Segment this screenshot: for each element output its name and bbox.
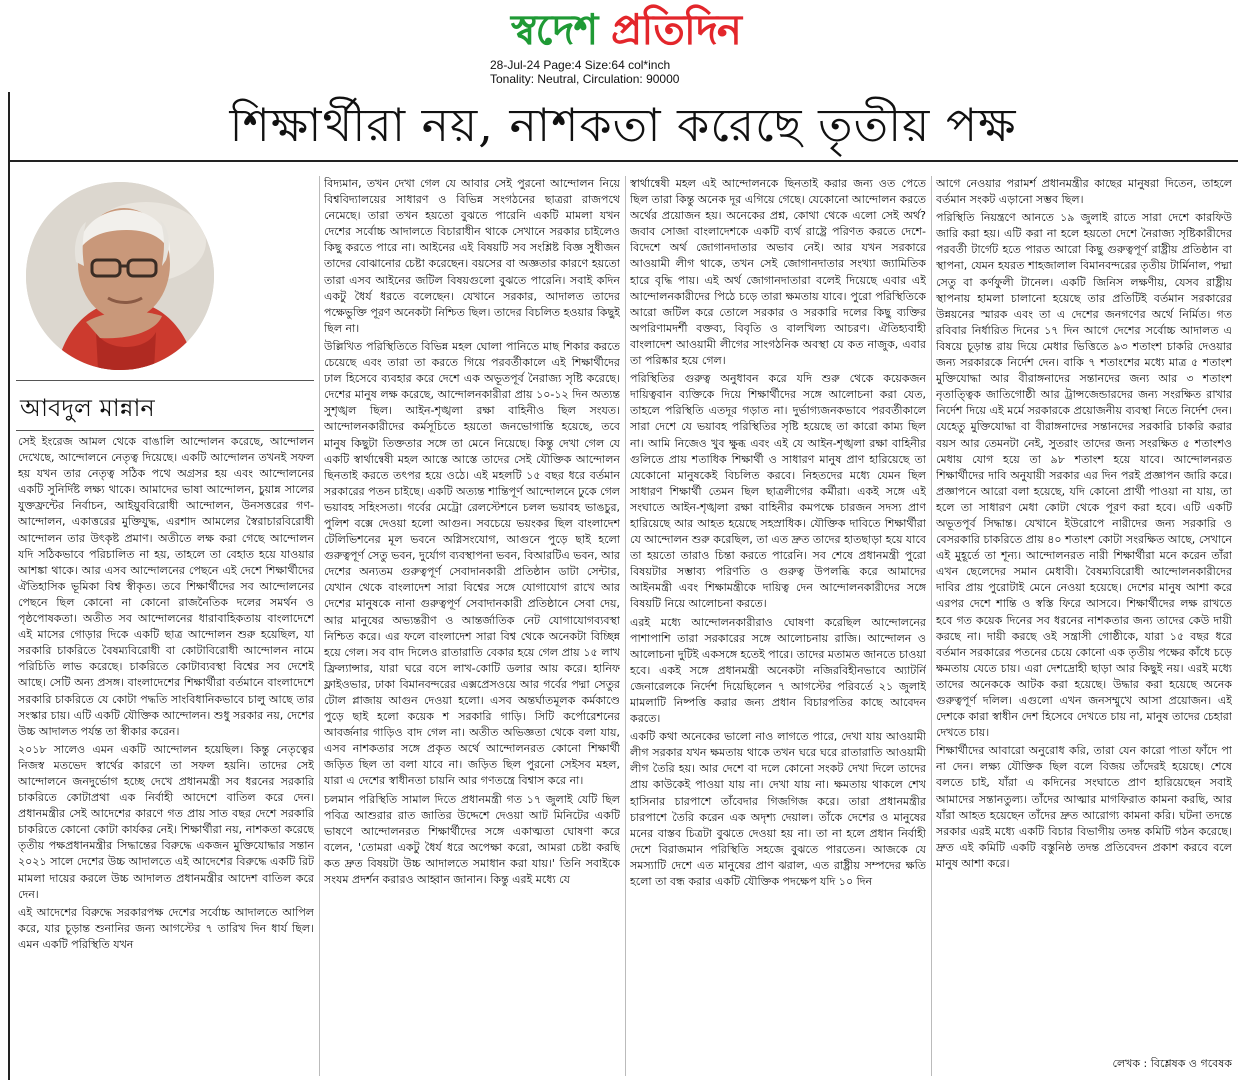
paragraph: সেই ইংরেজ আমল থেকে বাঙালি আন্দোলন করেছে, আন্দোলন দেখেছে, আন্দোলনে নেতৃত্ব দিয়েছে। একটি আন্দোলন তখনই সফল হয় যখন তার নেতৃত্ব সঠিক পথে অগ্রসর হয় এবং আন্দোলনের একটি সুনির্দিষ্ট লক্ষ্য থাকে। আমাদের ভাষা আন্দোলন, চুয়ান্ন সালের যুক্তফ্রন্টের নির্বাচন, আইয়ুববিরোধী আন্দোলন, উনসত্তরের গণ-আন্দোলন, একাত্তরের মুক্তিযুদ্ধ, এরশাদ আমলের স্বৈরাচারবিরোধী আন্দোলন তার উৎকৃষ্ট প্রমাণ। অতীতে লক্ষ করা গেছে আন্দোলন যদি সঠিকভাবে পরিচালিত না হয়, তাহলে তা বেহাত হয়ে যাওয়ার আশঙ্কা থাকে। আর এসব আন্দোলনের পেছনে এই দেশে শিক্ষার্থীদের ঐতিহাসিক ভূমিকা বিশ্ব স্বীকৃত। তবে শিক্ষার্থীদের সব আন্দোলনের পেছনে ছিল কোনো না কোনো রাজনৈতিক দলের সমর্থন ও পৃষ্ঠপোষকতা। অতীত সব আন্দোলনের ধারাবাহিকতায় বাংলাদেশে এই মাসের গোড়ার দিকে একটি ছাত্র আন্দোলন শুরু হয়েছিল, যা সরকারি চাকরিতে বৈষম্যবিরোধী বা কোটাবিরোধী আন্দোলন নামে পরিচিতি লাভ করেছে। চাকরিতে কোটাব্যবস্থা বিশ্বের সব দেশেই আছে। সেটি অন্য প্রসঙ্গ। বাংলাদেশের শিক্ষার্থীরা বর্তমানে বাংলাদেশে সরকারি চাকরিতে যে কোটা পদ্ধতি সাংবিধানিকভাবে চালু আছে তার সংস্কার চায়। এটি একটি যৌক্তিক আন্দোলন। শুধু সরকার নয়, দেশের উচ্চ আদালত পর্যন্ত তা স্বীকার করেন। bbox=[18, 435, 314, 738]
column-divider bbox=[319, 176, 320, 1076]
author-byline: লেখক : বিশ্লেষক ও গবেষক bbox=[1112, 1057, 1232, 1070]
clipping-meta bbox=[490, 58, 760, 86]
paragraph: পরিস্থিতি নিয়ন্ত্রণে আনতে ১৯ জুলাই রাতে সারা দেশে কারফিউ জারি করা হয়। এটি করা না হলে হয়তো দেশে নৈরাজ্য সৃষ্টিকারীদের পরবর্তী টার্গেট হতে পারত আরো কিছু গুরুত্বপূর্ণ রাষ্ট্রীয় প্রতিষ্ঠান বা স্থাপনা, যেমন হযরত শাহজালাল বিমানবন্দরের তৃতীয় টার্মিনাল, পদ্মা সেতু বা কর্ণফুলী টানেল। একটি জিনিস লক্ষণীয়, যেসব রাষ্ট্রীয় স্থাপনায় হামলা চালানো হয়েছে তার প্রতিটিই বর্তমান সরকারের উন্নয়নের স্মারক এবং তা এ দেশের জনগণের অর্থে নির্মিত। গত রবিবার নির্ধারিত দিনের ১৭ দিন আগে দেশের সর্বোচ্চ আদালত এ বিষয়ে চূড়ান্ত রায় দিয়ে মেধার ভিত্তিতে ৯৩ শতাংশ চাকরি দেওয়ার জন্য সরকারকে নির্দেশ দেন। বাকি ৭ শতাংশের মধ্যে মাত্র ৫ শতাংশ মুক্তিযোদ্ধা আর বীরাঙ্গনাদের সন্তানদের জন্য আর ৩ শতাংশ নৃতাত্ত্বিক জাতিগোষ্ঠী আর ট্রান্সজেন্ডারদের জন্য সংরক্ষিত রাখার নির্দেশ দিয়ে এই মর্মে সরকারকে প্রয়োজনীয় ব্যবস্থা নিতে নির্দেশ দেন। যেহেতু মুক্তিযোদ্ধা বা বীরাঙ্গনাদের সন্তানদের সরকারি চাকরি করার বয়স আর তেমনটা নেই, সুতরাং তাদের জন্য সংরক্ষিত ৫ শতাংশও মেধায় যোগ হয়ে তা ৯৮ শতাংশ হয়ে যাবে। আন্দোলনরত শিক্ষার্থীদের দাবি অনুযায়ী সরকার এর দিন পরই প্রজ্ঞাপন জারি করে। প্রজ্ঞাপনে আরো বলা হয়েছে, যদি কোনো প্রার্থী পাওয়া না যায়, তা হলে তা সাধারণ মেধা কোটা থেকে পূরণ করা হবে। এটি একটি অভূতপূর্ব সিদ্ধান্ত। যেখানে ইউরোপে নারীদের জন্য সরকারি ও বেসরকারি চাকরিতে প্রায় ৪০ শতাংশ কোটা সংরক্ষিত আছে, সেখানে এই মুহূর্তে তা শূন্য। আন্দোলনরত নারী শিক্ষার্থীরা মনে করেন তাঁরা এখন ছেলেদের সমান মেধাবী। বৈষম্যবিরোধী আন্দোলনকারীদের দাবির প্রায় পুরোটাই মেনে নেওয়া হয়েছে। দেশের মানুষ আশা করে এরপর দেশে শান্তি ও স্বস্তি ফিরে আসবে। শিক্ষার্থীদের লক্ষ রাখতে হবে গত কয়েক দিনের সব ধরনের নাশকতার জন্য তাদের কেউ দায়ী করছে না। দায়ী করছে ওই সন্ত্রাসী গোষ্ঠীকে, যারা ১৫ বছর ধরে বর্তমান সরকারের পতনের চেয়ে কোনো এক তৃতীয় পক্ষের কাঁধে চড়ে ক্ষমতায় যেতে চায়। এরা দেশদ্রোহী ছাড়া আর কিছুই নয়। এরই মধ্যে তাদের অনেককে আটক করা হয়েছে। উদ্ধার করা হয়েছে অনেক গুরুত্বপূর্ণ দলিল। এগুলো এখন জনসম্মুখে আসা প্রয়োজন। এই দেশকে কারা স্বাধীন দেশ হিসেবে দেখতে চায় না, মানুষ তাদের চেহারা দেখতে চায়। bbox=[936, 211, 1232, 740]
author-portrait-illustration bbox=[26, 182, 214, 370]
column-divider bbox=[625, 176, 626, 1076]
paragraph: এই আদেশের বিরুদ্ধে সরকারপক্ষ দেশের সর্বোচ্চ আদালতে আপিল করে, যার চূড়ান্ত শুনানির জন্য আগস্টের ৭ তারিখ দিন ধার্য ছিল। এমন একটি পরিস্থিতি যখন bbox=[18, 905, 314, 951]
paragraph: একটি কথা অনেকের ভালো নাও লাগতে পারে, দেখা যায় আওয়ামী লীগ সরকার যখন ক্ষমতায় থাকে তখন ঘরে ঘরে রাতারাতি আওয়ামী লীগ তৈরি হয়। আর দেশে বা দলে কোনো সংকট দেখা দিলে তাদের প্রায় কাউকেই পাওয়া যায় না। দেখা যায় না। ক্ষমতায় থাকলে শেখ হাসিনার চারপাশে তাঁবেদার গিজগিজ করে। তারা প্রধানমন্ত্রীর চারপাশে তৈরি করেন এক অদৃশ্য দেয়াল। তাঁকে দেশের ও মানুষের মনের বাস্তব চিত্রটা বুঝতে দেওয়া হয় না। তা না হলে প্রধান নির্বাহী দেশে বিরাজমান পরিস্থিতি সহজে বুঝতে পারতেন। আজকে যে সমস্যাটি দেশে এত মানুষের প্রাণ ঝরাল, এত রাষ্ট্রীয় সম্পদের ক্ষতি হলো তা বন্ধ করার একটি যৌক্তিক পদক্ষেপ যদি ১০ দিন bbox=[630, 730, 926, 889]
paragraph: শিক্ষার্থীদের আবারো অনুরোধ করি, তারা যেন কারো পাতা ফাঁদে পা না দেন। লক্ষ্য যৌক্তিক ছিল বলে বিজয় তাঁদেরই হয়েছে। শেষে বলতে চাই, যাঁরা এ কদিনের সংঘাতে প্রাণ হারিয়েছেন সবাই আমাদের সন্তানতুল্য। তাঁদের আত্মার মাগফিরাত কামনা করছি, আর যাঁরা আহত হয়েছেন তাঁদের দ্রুত আরোগ্য কামনা করি। ঘটনা তদন্তে সরকার এরই মধ্যে একটি বিচার বিভাগীয় তদন্ত কমিটি গঠন করেছে। দ্রুত এই কমিটি একটি বস্তুনিষ্ঠ তদন্ত প্রতিবেদন প্রকাশ করবে বলে মানুষ আশা করে। bbox=[936, 744, 1232, 870]
logo-part-1: স্বদেশ bbox=[510, 5, 598, 54]
newspaper-logo bbox=[486, 4, 766, 56]
masthead bbox=[0, 0, 1246, 90]
meta-date-page-size: 28-Jul-24 Page:4 Size:64 col*inch bbox=[490, 58, 671, 72]
article-column-4 bbox=[936, 176, 1232, 1050]
paragraph: পরিস্থিতির গুরুত্ব অনুধাবন করে যদি শুরু থেকে কয়েকজন দায়িত্ববান ব্যক্তিকে দিয়ে শিক্ষার্থীদের সঙ্গে আলোচনা করা যেত, তাহলে পরিস্থিতি এতদূর গড়াত না। দুর্ভাগ্যজনকভাবে পরবর্তীকালে সারা দেশে যে ভয়াবহ পরিস্থিতির সৃষ্টি হয়েছে তা কারো কাম্য ছিল না। আমি নিজেও খুব ক্ষুব্ধ এবং এই যে আইন-শৃঙ্খলা রক্ষা বাহিনীর গুলিতে প্রায় শতাধিক শিক্ষার্থী ও সাধারণ মানুষ প্রাণ হারিয়েছে তা যেকোনো মানুষকেই বিচলিত করবে। নিহতদের মধ্যে যেমন ছিল সাধারণ শিক্ষার্থী তেমন ছিল ছাত্রলীগের কর্মীরা। একই সঙ্গে এই সংঘাতে আইন-শৃঙ্খলা রক্ষা বাহিনীর কমপক্ষে চারজন সদস্য প্রাণ হারিয়েছে আর আহত হয়েছে সহস্রাধিক। যৌক্তিক দাবিতে শিক্ষার্থীরা যে আন্দোলন শুরু করেছিল, তা এত দ্রুত তাদের হাতছাড়া হয়ে যাবে তা হয়তো তারাও চিন্তা করতে পারেনি। সব শেষে প্রধানমন্ত্রী পুরো বিষয়টার সম্ভাব্য পরিণতি ও গুরুত্ব উপলব্ধি করে আমাদের আইনমন্ত্রী এবং শিক্ষামন্ত্রীকে দায়িত্ব দেন আন্দোলনকারীদের সঙ্গে বিষয়টি নিয়ে আলোচনা করতে। bbox=[630, 372, 926, 611]
paragraph: এরই মধ্যে আন্দোলনকারীরাও ঘোষণা করেছিল আন্দোলনের পাশাপাশি তারা সরকারের সঙ্গে আলোচনায় রাজি। আন্দোলন ও আলোচনা দুটিই একসঙ্গে হতেই পারে। তাদের মতামত জানতে চাওয়া হবে। একই সঙ্গে প্রধানমন্ত্রী অনেকটা নজিরবিহীনভাবে অ্যাটর্নি জেনারেলকে নির্দেশ দিয়েছিলেন ৭ আগস্টের পরিবর্তে ২১ জুলাই মামলাটি নিষ্পত্তি করার জন্য প্রধান বিচারপতির কাছে আবেদন করতে। bbox=[630, 615, 926, 726]
author-divider-bottom bbox=[16, 430, 314, 431]
author-divider-top bbox=[16, 380, 314, 381]
article-column-2 bbox=[324, 176, 620, 1078]
author-portrait bbox=[26, 182, 214, 370]
paragraph: স্বার্থান্বেষী মহল এই আন্দোলনকে ছিনতাই করার জন্য ওত পেতে ছিল তারা কিন্তু অনেক দূর এগিয়ে গেছে। যেকোনো আন্দোলন করতে অর্থের প্রয়োজন হয়। অনেকের প্রশ্ন, কোথা থেকে এলো সেই অর্থ? জবাব সোজা বাংলাদেশকে একটি ব্যর্থ রাষ্ট্রে পরিণত করতে দেশে-বিদেশে অর্থ জোগানদাতার অভাব নেই। আর যখন সরকারে আওয়ামী লীগ থাকে, তখন সেই জোগানদাতার সংখ্যা জ্যামিতিক হারে বৃদ্ধি পায়। এই অর্থ জোগানদাতারা বলেই দিয়েছে এবার এই আন্দোলনকারীদের পিঠে চড়ে তারা ক্ষমতায় যাবে। পুরো পরিস্থিতিকে আরো জটিল করে তোলে সরকার ও সরকারি দলের কিছু ব্যক্তির অপরিণামদর্শী বক্তব্য, বিবৃতি ও বালখিল্য আচরণ। ঐতিহ্যবাহী বাংলাদেশ আওয়ামী লীগের সাংগঠনিক অবস্থা যে কত নাজুক, এবার তা পরিষ্কার হয়ে গেল। bbox=[630, 177, 926, 368]
author-name: আবদুল মান্নান bbox=[20, 394, 155, 422]
paragraph: ২০১৮ সালেও এমন একটি আন্দোলন হয়েছিল। কিন্তু নেতৃত্বের নিজস্ব মতভেদ স্বার্থের কারণে তা সফল হয়নি। তাদের সেই আন্দোলনে জনদুর্ভোগ হচ্ছে দেখে প্রধানমন্ত্রী সব ধরনের সরকারি চাকরিতে কোটাপ্রথা এক নির্বাহী আদেশে বাতিল করে দেন। প্রধানমন্ত্রীর সেই আদেশের কারণে গত প্রায় সাত বছর দেশে সরকারি চাকরিতে কোনো কোটা কার্যকর নেই। শিক্ষার্থীরা নয়, নাশকতা করেছে তৃতীয় পক্ষপ্রধানমন্ত্রীর সিদ্ধান্তের বিরুদ্ধে একজন মুক্তিযোদ্ধার সন্তান ২০২১ সালে দেশের উচ্চ আদালতে এই আদেশের বিরুদ্ধে একটি রিট মামলা দায়ের করলে উচ্চ আদালত প্রধানমন্ত্রীর আদেশ বাতিল করে দেন। bbox=[18, 742, 314, 901]
paragraph: উল্লিখিত পরিস্থিতিতে বিভিন্ন মহল ঘোলা পানিতে মাছ শিকার করতে চেয়েছে এবং তারা তা করতে গিয়ে পরবর্তীকালে এই শিক্ষার্থীদের ঢাল হিসেবে ব্যবহার করে দেশে এক অভূতপূর্ব নৈরাজ্য সৃষ্টি করেছে। দেশের মানুষ লক্ষ করেছে, আন্দোলনকারীরা প্রায় ১০-১২ দিন অত্যন্ত সুশৃঙ্খল ছিল। আইন-শৃঙ্খলা রক্ষা বাহিনীও ছিল সংযত। আন্দোলনকারীদের কর্মসূচিতে হয়তো জনভোগান্তি হয়েছে, তবে মানুষ কিছুটা তিক্ততার সঙ্গে তা মেনে নিয়েছে। কিন্তু দেখা গেল যে একটি স্বার্থান্বেষী মহল আস্তে আস্তে তাদের সেই যৌক্তিক আন্দোলন ছিনতাই করতে তৎপর হয়ে ওঠে। এই মহলটি ১৫ বছর ধরে বর্তমান সরকারের পতন চাইছে। একটি অত্যন্ত শান্তিপূর্ণ আন্দোলনে ঢুকে গেল ভয়াবহ সহিংসতা। গর্বের মেট্রো রেলস্টেশনে চলল ভয়াবহ ভাঙচুর, পুলিশ বক্সে দেওয়া হলো আগুন। সবচেয়ে ভয়ংকর ছিল বাংলাদেশ টেলিভিশনের মূল ভবনে অগ্নিসংযোগ, আগুনে পুড়ে ছাই হলো গুরুত্বপূর্ণ সেতু ভবন, দুর্যোগ ব্যবস্থাপনা ভবন, বিআরটিএ ভবন, আর দেশের অন্যতম গুরুত্বপূর্ণ সেবাদানকারী প্রতিষ্ঠান ডাটা সেন্টার, যেখান থেকে বাংলাদেশ সারা বিশ্বের সঙ্গে যোগাযোগ রাখে আর দেশের মানুষকে নানা গুরুত্বপূর্ণ সেবাদানকারী প্রতিষ্ঠানে সেবা দেয়, আর মানুষের অভ্যন্তরীণ ও আন্তর্জাতিক নেট যোগাযোগব্যবস্থা নিশ্চিত করে। এর ফলে বাংলাদেশ সারা বিশ্ব থেকে অনেকটা বিচ্ছিন্ন হয়ে গেল। সব বাদ দিলেও রাতারাতি বেকার হয়ে গেল প্রায় ১৫ লাখ ফ্রিল্যান্সার, যারা ঘরে বসে লাখ-কোটি ডলার আয় করে। হানিফ ফ্লাইওভার, ঢাকা বিমানবন্দরের এক্সপ্রেসওয়ে আর গর্বের পদ্মা সেতুর টোল প্লাজায় আগুন দেওয়া হলো। এসব অন্তর্ঘাতমূলক কর্মকাণ্ডে পুড়ে ছাই হলো কয়েক শ সরকারি গাড়ি। সিটি কর্পোরেশনের আবর্জনার গাড়িও বাদ গেল না। অতীত অভিজ্ঞতা থেকে বলা যায়, এসব নাশকতার সঙ্গে প্রকৃত অর্থে আন্দোলনরত কোনো শিক্ষার্থী জড়িত ছিল তা বলা যাবে না। জড়িত ছিল পুরনো সেইসব মহল, যারা এ দেশের স্বাধীনতা চায়নি আর গণতন্ত্রে বিশ্বাস করে না। bbox=[324, 339, 620, 788]
headline-divider bbox=[8, 160, 1238, 162]
column-divider bbox=[931, 176, 932, 1076]
article-column-1 bbox=[18, 434, 314, 1078]
article-headline: শিক্ষার্থীরা নয়, নাশকতা করেছে তৃতীয় পক্ষ bbox=[229, 98, 1017, 152]
article-column-3 bbox=[630, 176, 926, 1078]
paragraph: আগে নেওয়ার পরামর্শ প্রধানমন্ত্রীর কাছের মানুষরা দিতেন, তাহলে বর্তমান সংকট এড়ানো সম্ভব ছিল। bbox=[936, 177, 1232, 207]
paragraph: বিদ্যমান, তখন দেখা গেল যে আবার সেই পুরনো আন্দোলন নিয়ে বিশ্ববিদ্যালয়ের সাধারণ ও বিভিন্ন সংগঠনের ছাত্ররা রাজপথে নেমেছে। তারা তখন হয়তো বুঝতে পারেনি একটি মামলা যখন দেশের সর্বোচ্চ আদালতে বিচারাধীন থাকে সেখানে সরকার চাইলেও কিছু করতে পারে না। আইনের এই বিষয়টি সব সংশ্লিষ্ট বিজ্ঞ সুধীজন তাদের বোঝানোর চেষ্টা করেছেন। বয়সের বা অজ্ঞতার কারণে হয়তো তারা এসব আইনের জটিল বিষয়গুলো বুঝতে পারেনি। সবাই কদিন একটু ধৈর্য ধরতে বলেছেন। যেখানে সরকার, আদালত তাদের পক্ষেভুক্তি পূরণ অনেকটা নিশ্চিত ছিল। তাদের বিচলিত হওয়ার কিছুই ছিল না। bbox=[324, 177, 620, 335]
meta-tonality-circulation: Tonality: Neutral, Circulation: 90000 bbox=[490, 72, 680, 86]
logo-part-2: প্রতিদিন bbox=[610, 5, 741, 54]
article-frame-left bbox=[8, 92, 10, 1080]
paragraph: চলমান পরিস্থিতি সামাল দিতে প্রধানমন্ত্রী গত ১৭ জুলাই যেটি ছিল পবিত্র আশুরার রাত জাতির উদ্দেশে দেওয়া আট মিনিটের একটি ভাষণে আন্দোলনরত শিক্ষার্থীদের সঙ্গে একাত্মতা ঘোষণা করে বলেন, 'তোমরা একটু ধৈর্য ধরে অপেক্ষা করো, আমরা চেষ্টা করছি কত দ্রুত বিষয়টা উচ্চ আদালতে সমাধান করা যায়।' তিনি সবাইকে সংযম প্রদর্শন করারও আহ্বান জানান। কিন্তু এরই মধ্যে যে bbox=[324, 792, 620, 887]
